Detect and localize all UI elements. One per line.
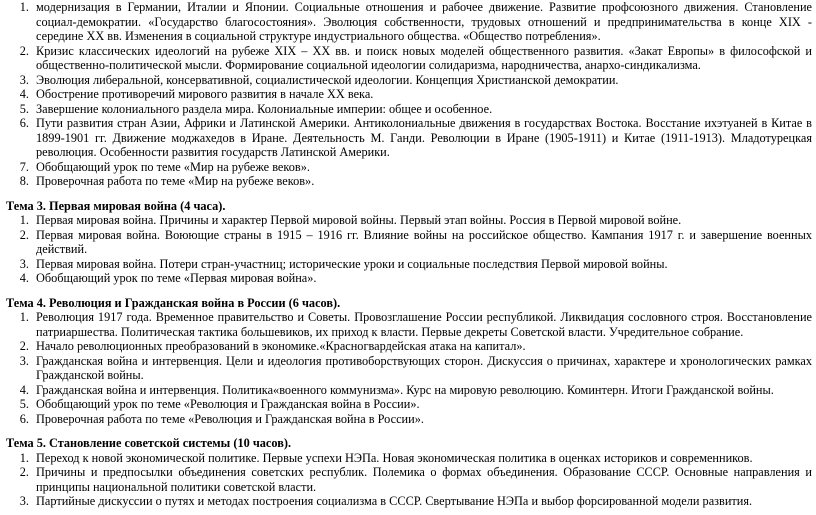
item-number: 5.: [19, 101, 29, 116]
item-number: 1.: [19, 450, 29, 465]
item-number: 5.: [19, 397, 29, 411]
item-text: Обобщающий урок по теме «Мир на рубеже веков».: [36, 159, 310, 174]
list-item: [6, 44, 812, 73]
topic-5-list: [6, 451, 812, 509]
item-number: 4.: [19, 87, 29, 101]
section-heading-topic-3: Тема 3. Первая мировая война (4 часа).: [6, 198, 226, 213]
list-item: [6, 73, 812, 88]
item-number: 7.: [19, 159, 29, 174]
item-text: Обобщающий урок по теме «Первая мировая война».: [36, 271, 317, 285]
item-number: 1.: [19, 0, 29, 14]
list-item: [6, 383, 812, 398]
list-item: [6, 87, 812, 102]
list-item: [6, 271, 812, 286]
item-text: Гражданская война и интервенция. Политика«военного коммунизма». Курс на мировую революцию. Коминтерн. Итоги Гражданской войны.: [36, 382, 774, 397]
item-text: Обострение противоречий мирового развития в начале XX века.: [36, 87, 374, 101]
section-heading-topic-5: Тема 5. Становление советской системы (10 часов).: [6, 436, 292, 450]
item-text: Первая мировая война. Потери стран-участниц; исторические уроки и социальные последствия Первой мировой войны.: [36, 256, 668, 271]
list-item: [6, 213, 812, 228]
item-number: 2.: [19, 339, 29, 353]
list-item: [6, 116, 812, 160]
list-item: [6, 465, 812, 494]
item-text: Завершение колониального раздела мира. Колониальные империи: общее и особенное.: [36, 101, 493, 116]
intro-list: [6, 0, 812, 189]
list-item: [6, 412, 812, 427]
topic-4-list: [6, 310, 812, 426]
item-text: Обобщающий урок по теме «Революция и Гражданская война в России».: [36, 397, 420, 411]
item-number: 1.: [19, 310, 29, 324]
list-item: [6, 339, 812, 354]
list-item: [6, 228, 812, 257]
item-text: Кризис классических идеологий на рубеже XIX – XX вв. и поиск новых моделей общественного развития. «Закат Европы» в философской и общественно-политической мысли. Формирование социальной идеологии солидаризма, народничества, анархо-синдикализма.: [36, 43, 812, 72]
topic-3-list: [6, 213, 812, 286]
item-number: 3.: [19, 494, 29, 508]
list-item: [6, 397, 812, 412]
item-text: Первая мировая война. Воюющие страны в 1915 – 1916 гг. Влияние войны на российское общество. Кампания 1917 г. и завершение военных действий.: [36, 227, 812, 256]
list-item: [6, 257, 812, 272]
list-item: [6, 174, 812, 189]
item-number: 4.: [19, 271, 29, 285]
list-item: [6, 310, 812, 339]
list-item: [6, 160, 812, 175]
item-number: 2.: [19, 227, 29, 242]
item-number: 4.: [19, 382, 29, 397]
item-number: 3.: [19, 353, 29, 368]
list-item: [6, 102, 812, 117]
item-text: Проверочная работа по теме «Революция и Гражданская война в России».: [36, 411, 424, 426]
item-number: 3.: [19, 256, 29, 271]
item-number: 8.: [19, 174, 29, 188]
item-number: 6.: [19, 411, 29, 426]
item-text: Эволюция либеральной, консервативной, социалистической идеологии. Концепция Христианской демократии.: [36, 72, 619, 87]
item-text: Начало революционных преобразований в экономике.«Красногвардейская атака на капитал».: [36, 339, 526, 353]
item-text: Первая мировая война. Причины и характер Первой мировой войны. Первый этап войны. Россия в Первой мировой войне.: [36, 213, 682, 227]
item-number: 2.: [19, 465, 29, 479]
item-text: Революция 1917 года. Временное правительство и Советы. Провозглашение России республикой. Ликвидация сословного строя. Восстановление патриаршества. Политическая тактика большевиков, их приход к власти. Первые декреты Советской власти. Учредительное собрание.: [36, 310, 812, 339]
item-text: Переход к новой экономической политике. Первые успехи НЭПа. Новая экономическая политика в оценках историков и современников.: [36, 450, 753, 465]
item-number: 6.: [19, 116, 29, 130]
item-text: Причины и предпосылки объединения советских республик. Полемика о формах объединения. Образование СССР. Основные направления и принципы национальной политики советской власти.: [36, 465, 812, 494]
list-item: [6, 494, 812, 509]
item-text: Партийные дискуссии о путях и методах построения социализма в СССР. Свертывание НЭПа и выбор форсированной модели развития.: [36, 494, 753, 508]
section-heading-topic-4: Тема 4. Революция и Гражданская война в России (6 часов).: [6, 295, 341, 310]
item-number: 3.: [19, 72, 29, 87]
list-item: [6, 451, 812, 466]
list-item: [6, 0, 812, 44]
list-item: [6, 354, 812, 383]
item-text: модернизация в Германии, Италии и Японии. Социальные отношения и рабочее движение. Развитие профсоюзного движения. Становление социал-демократии. «Государство благосостояния». Эволюция собственности, трудовых отношений и предпринимательства в конце XIX - середине XX вв. Изменения в социальной структуре индустриального общества. «Общество потребления».: [36, 0, 812, 43]
item-number: 1.: [19, 213, 29, 227]
item-text: Пути развития стран Азии, Африки и Латинской Америки. Антиколониальные движения в государствах Востока. Восстание ихэтуаней в Китае в 1899-1901 гг. Движение моджахедов в Иране. Деятельность М. Ганди. Революции в Иране (1905-1911) и Китае (1911-1913). Младотурецкая революция. Особенности развития государств Латинской Америки.: [36, 116, 812, 159]
item-text: Проверочная работа по теме «Мир на рубеже веков».: [36, 174, 315, 188]
item-number: 2.: [19, 43, 29, 58]
item-text: Гражданская война и интервенция. Цели и идеология противоборствующих сторон. Дискуссия о причинах, характере и хронологических рамках Гражданской войны.: [36, 353, 812, 382]
